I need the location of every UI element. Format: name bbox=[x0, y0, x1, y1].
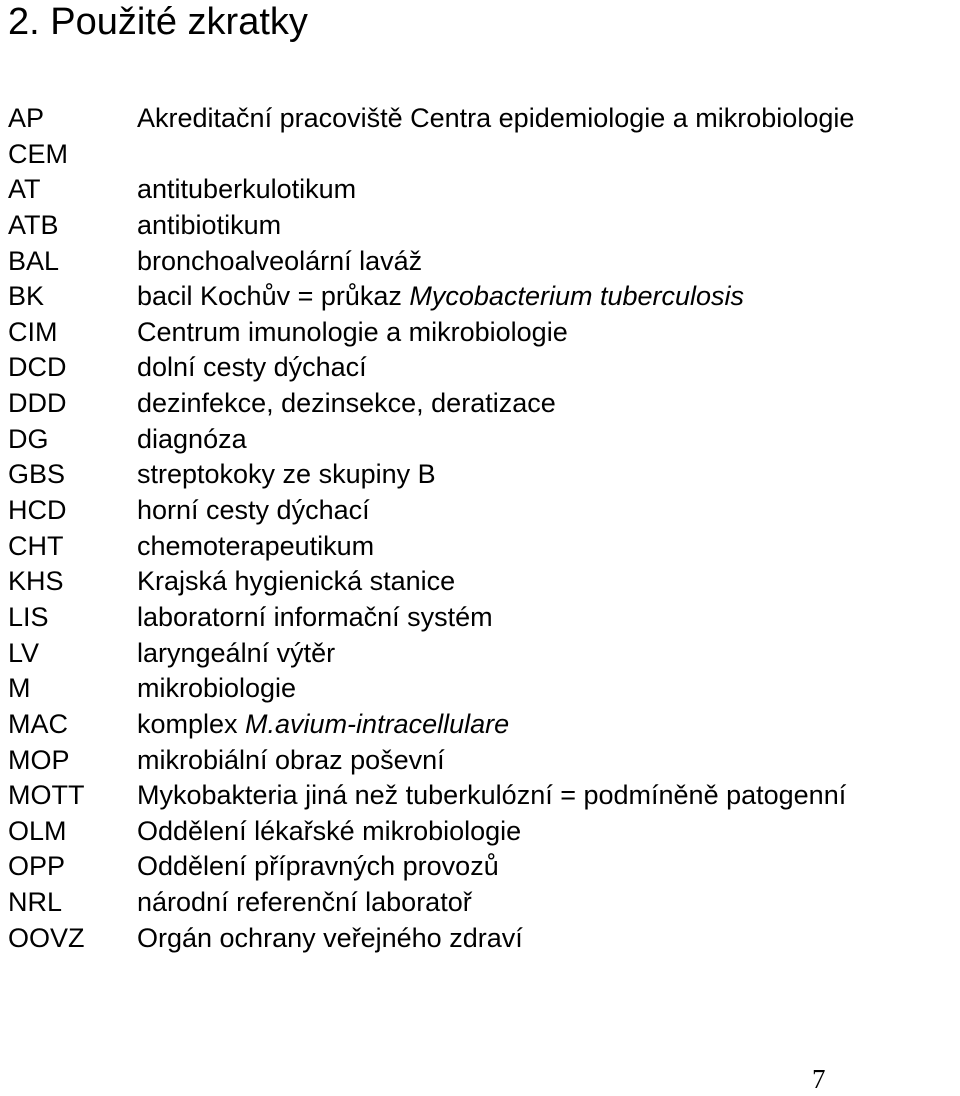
abbreviation-description-text: diagnóza bbox=[137, 423, 247, 454]
abbreviation-description-text: dezinfekce, dezinsekce, deratizace bbox=[137, 388, 556, 419]
abbreviation-row bbox=[8, 921, 958, 957]
abbreviation-description bbox=[137, 814, 521, 850]
abbreviation-description bbox=[137, 564, 455, 600]
abbreviation-code: LIS bbox=[8, 601, 49, 632]
abbreviation-code: BAL bbox=[8, 245, 60, 276]
abbreviation-description bbox=[137, 671, 296, 707]
abbreviation-description-text: chemoterapeutikum bbox=[137, 530, 375, 561]
abbreviation-row bbox=[8, 137, 958, 173]
abbreviation-description bbox=[137, 244, 422, 280]
abbreviation-row bbox=[8, 386, 958, 422]
abbreviation-row bbox=[8, 315, 958, 351]
abbreviation-code: CEM bbox=[8, 138, 68, 169]
abbreviation-description-text: dolní cesty dýchací bbox=[137, 352, 367, 383]
page-title: 2. Použité zkratky bbox=[8, 1, 308, 43]
abbreviation-description bbox=[137, 386, 556, 422]
abbreviation-description bbox=[137, 457, 436, 493]
abbreviation-description bbox=[137, 778, 846, 814]
abbreviation-code: OOVZ bbox=[8, 922, 85, 953]
abbreviation-row bbox=[8, 493, 958, 529]
abbreviation-row bbox=[8, 208, 958, 244]
abbreviation-description-text: národní referenční laboratoř bbox=[137, 887, 472, 918]
abbreviation-description-text: bacil Kochův = průkaz bbox=[137, 281, 410, 312]
abbreviation-code: HCD bbox=[8, 495, 67, 526]
abbreviation-description bbox=[137, 849, 499, 885]
abbreviation-code: BK bbox=[8, 281, 45, 312]
abbreviation-code: DDD bbox=[8, 388, 67, 419]
abbreviation-code: M bbox=[8, 673, 31, 704]
abbreviation-description-text: Oddělení lékařské mikrobiologie bbox=[137, 815, 522, 846]
abbreviation-description bbox=[137, 743, 445, 779]
abbreviation-row bbox=[8, 457, 958, 493]
abbreviation-row bbox=[8, 849, 958, 885]
abbreviation-description bbox=[137, 600, 493, 636]
abbreviation-description-text: mikrobiologie bbox=[137, 673, 297, 704]
page-number: 7 bbox=[812, 1064, 826, 1094]
abbreviation-description bbox=[137, 422, 247, 458]
abbreviation-description bbox=[137, 350, 367, 386]
abbreviation-description bbox=[137, 921, 523, 957]
abbreviation-row bbox=[8, 564, 958, 600]
abbreviation-description-text: Krajská hygienická stanice bbox=[137, 566, 456, 597]
abbreviation-description bbox=[137, 707, 509, 743]
abbreviation-description bbox=[137, 315, 568, 351]
abbreviation-description bbox=[137, 885, 472, 921]
abbreviation-description-text: Orgán ochrany veřejného zdraví bbox=[137, 922, 523, 953]
abbreviation-description-text: Mykobakteria jiná než tuberkulózní = podmíněně patogenní bbox=[137, 780, 847, 811]
abbreviation-row bbox=[8, 529, 958, 565]
abbreviation-description bbox=[137, 208, 281, 244]
abbreviation-code: CHT bbox=[8, 530, 64, 561]
abbreviation-description-text: Akreditační pracoviště Centra epidemiologie a mikrobiologie bbox=[137, 103, 855, 133]
abbreviation-code: ATB bbox=[8, 209, 59, 240]
abbreviation-code: MOP bbox=[8, 744, 70, 775]
abbreviation-description-text: antibiotikum bbox=[137, 209, 282, 240]
abbreviation-row bbox=[8, 814, 958, 850]
abbreviation-code: CIM bbox=[8, 316, 58, 347]
abbreviation-description-text: laryngeální výtěr bbox=[137, 637, 336, 668]
abbreviation-row bbox=[8, 600, 958, 636]
abbreviation-description bbox=[137, 101, 854, 137]
abbreviation-description bbox=[137, 279, 744, 315]
abbreviation-description-italic: Mycobacterium tuberculosis bbox=[409, 281, 745, 312]
abbreviation-code: OLM bbox=[8, 815, 67, 846]
abbreviation-code: GBS bbox=[8, 459, 66, 490]
abbreviation-row bbox=[8, 279, 958, 315]
abbreviation-description-text: antituberkulotikum bbox=[137, 174, 357, 205]
abbreviation-code: DCD bbox=[8, 352, 67, 383]
abbreviation-code: AT bbox=[8, 174, 41, 205]
abbreviation-row bbox=[8, 671, 958, 707]
abbreviation-description-text: laboratorní informační systém bbox=[137, 601, 493, 632]
abbreviation-code: KHS bbox=[8, 566, 64, 597]
abbreviation-row bbox=[8, 244, 958, 280]
abbreviation-code: MOTT bbox=[8, 780, 85, 811]
abbreviation-code: OPP bbox=[8, 851, 66, 882]
abbreviation-description-text: komplex bbox=[137, 708, 246, 739]
abbreviation-row bbox=[8, 707, 958, 743]
abbreviation-description-text: Oddělení přípravných provozů bbox=[137, 851, 499, 882]
abbreviation-row bbox=[8, 101, 958, 137]
abbreviation-description-text: streptokoky ze skupiny B bbox=[137, 459, 436, 490]
abbreviation-row bbox=[8, 636, 958, 672]
abbreviation-description-text: bronchoalveolární laváž bbox=[137, 245, 423, 276]
abbreviation-description bbox=[137, 636, 335, 672]
abbreviation-row bbox=[8, 172, 958, 208]
abbreviation-row bbox=[8, 778, 958, 814]
abbreviation-code: LV bbox=[8, 637, 40, 668]
abbreviation-description-italic: M.avium-intracellulare bbox=[245, 708, 510, 739]
abbreviation-code: NRL bbox=[8, 887, 63, 918]
abbreviation-code: MAC bbox=[8, 708, 68, 739]
abbreviation-description-text: horní cesty dýchací bbox=[137, 495, 370, 526]
abbreviation-row bbox=[8, 350, 958, 386]
abbreviation-row bbox=[8, 743, 958, 779]
abbreviation-code: AP bbox=[8, 103, 45, 133]
abbreviation-list bbox=[8, 101, 958, 956]
abbreviation-code: DG bbox=[8, 423, 49, 454]
abbreviation-description bbox=[137, 493, 370, 529]
abbreviation-description-text: mikrobiální obraz poševní bbox=[137, 744, 445, 775]
abbreviation-description bbox=[137, 172, 356, 208]
abbreviation-description bbox=[137, 529, 374, 565]
abbreviation-description-text: Centrum imunologie a mikrobiologie bbox=[137, 316, 568, 347]
abbreviation-row bbox=[8, 885, 958, 921]
abbreviation-row bbox=[8, 422, 958, 458]
